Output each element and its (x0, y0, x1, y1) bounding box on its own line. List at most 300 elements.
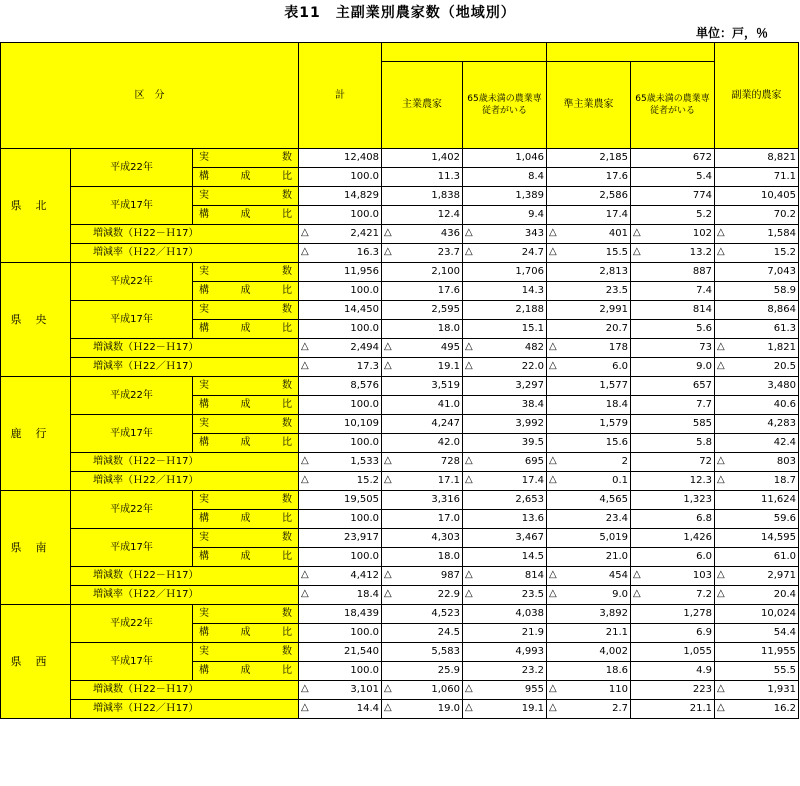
value-cell (382, 225, 463, 244)
value-text: 987 (440, 570, 460, 581)
triangle-mark: △ (465, 227, 473, 238)
value-cell: 1,389 (463, 187, 547, 206)
value-cell: 5.2 (631, 206, 715, 225)
value-cell: 7.4 (631, 282, 715, 301)
value-cell: 23.2 (463, 662, 547, 681)
table-row (1, 149, 799, 168)
value-cell: 15.6 (547, 434, 631, 453)
value-cell: 11.3 (382, 168, 463, 187)
value-text: 18.7 (773, 475, 796, 486)
value-cell (299, 681, 382, 700)
triangle-mark: △ (384, 360, 392, 371)
value-text: 1,584 (767, 228, 796, 239)
value-cell (631, 567, 715, 586)
value-cell: 42.4 (715, 434, 799, 453)
triangle-mark: △ (549, 360, 557, 371)
value-cell: 4.9 (631, 662, 715, 681)
value-cell (382, 586, 463, 605)
value-cell: 2,653 (463, 491, 547, 510)
row-label-kosei (193, 548, 299, 567)
triangle-mark: △ (384, 683, 392, 694)
triangle-mark: △ (717, 341, 725, 352)
triangle-mark: △ (549, 341, 557, 352)
row-label-kosei-text (193, 321, 298, 337)
value-cell: 100.0 (299, 282, 382, 301)
value-cell: 61.0 (715, 548, 799, 567)
row-label-jissu (193, 263, 299, 282)
label-char: 数 (282, 532, 292, 543)
region-name: 県央 (1, 263, 71, 377)
value-cell (382, 358, 463, 377)
value-cell: 61.3 (715, 320, 799, 339)
value-cell (715, 358, 799, 377)
value-cell (715, 700, 799, 719)
label-char: 比 (282, 323, 292, 334)
value-cell (715, 567, 799, 586)
label-char: 比 (282, 399, 292, 410)
label-char: 数 (282, 494, 292, 505)
row-label-jissu-text (193, 530, 298, 546)
region-name: 県西 (1, 605, 71, 719)
label-char: 実 (199, 266, 209, 277)
value-cell: 7,043 (715, 263, 799, 282)
value-cell: 11,955 (715, 643, 799, 662)
label-char: 比 (282, 627, 292, 638)
value-cell: 55.5 (715, 662, 799, 681)
triangle-mark: △ (717, 702, 725, 713)
value-cell: 5,019 (547, 529, 631, 548)
row-label-jissu-text (193, 302, 298, 318)
row-label-kosei-text (193, 283, 298, 299)
value-cell: 5.8 (631, 434, 715, 453)
triangle-mark: △ (633, 588, 641, 599)
value-text: 103 (692, 570, 712, 581)
triangle-mark: △ (717, 227, 725, 238)
label-char: 比 (282, 665, 292, 676)
row-label-jissu-text (193, 264, 298, 280)
value-cell: 20.7 (547, 320, 631, 339)
table-row (1, 301, 799, 320)
value-text: 15.5 (605, 247, 628, 258)
value-cell (299, 453, 382, 472)
year-label: 平成17年 (71, 415, 193, 453)
value-cell: 42.0 (382, 434, 463, 453)
value-cell: 21.1 (547, 624, 631, 643)
value-cell (463, 453, 547, 472)
value-text: 2,971 (767, 570, 796, 581)
label-char: 比 (282, 285, 292, 296)
value-cell: 41.0 (382, 396, 463, 415)
value-text: 401 (608, 228, 628, 239)
value-cell (631, 472, 715, 491)
row-label-kosei (193, 282, 299, 301)
value-cell: 17.4 (547, 206, 631, 225)
label-char: 数 (282, 152, 292, 163)
value-cell (299, 244, 382, 263)
value-cell: 17.6 (547, 168, 631, 187)
value-cell (382, 244, 463, 263)
table-row (1, 358, 799, 377)
value-cell (463, 358, 547, 377)
value-text: 2 (621, 456, 628, 467)
triangle-mark: △ (465, 569, 473, 580)
value-cell: 100.0 (299, 510, 382, 529)
value-cell (547, 453, 631, 472)
value-cell: 1,838 (382, 187, 463, 206)
value-cell (463, 586, 547, 605)
table-row (1, 187, 799, 206)
value-text: 15.2 (356, 475, 379, 486)
row-label-kosei-text (193, 625, 298, 641)
value-text: 19.1 (437, 361, 460, 372)
row-label-jissu-text (193, 644, 298, 660)
value-cell: 14,829 (299, 187, 382, 206)
value-cell (547, 586, 631, 605)
value-cell: 5,583 (382, 643, 463, 662)
value-cell: 11,624 (715, 491, 799, 510)
value-cell: 10,405 (715, 187, 799, 206)
value-cell: 39.5 (463, 434, 547, 453)
table-row (1, 415, 799, 434)
value-text: 73 (699, 342, 712, 353)
value-cell: 100.0 (299, 168, 382, 187)
value-cell: 2,991 (547, 301, 631, 320)
value-cell: 100.0 (299, 396, 382, 415)
value-cell (463, 339, 547, 358)
value-text: 23.5 (521, 589, 544, 600)
value-cell (382, 339, 463, 358)
value-cell: 14,450 (299, 301, 382, 320)
value-cell (547, 681, 631, 700)
value-cell (382, 453, 463, 472)
triangle-mark: △ (384, 455, 392, 466)
value-cell: 1,706 (463, 263, 547, 282)
row-label-jissu (193, 491, 299, 510)
value-cell: 17.6 (382, 282, 463, 301)
row-label-kosei-text (193, 169, 298, 185)
value-text: 0.1 (612, 475, 628, 486)
triangle-mark: △ (633, 246, 641, 257)
header-shugyo-group (382, 43, 547, 62)
value-cell: 4,303 (382, 529, 463, 548)
row-label-kosei (193, 510, 299, 529)
row-label-jissu-text (193, 150, 298, 166)
value-cell: 18.4 (547, 396, 631, 415)
value-cell (631, 453, 715, 472)
value-text: 6.0 (612, 361, 628, 372)
value-cell: 887 (631, 263, 715, 282)
value-text: 482 (524, 342, 544, 353)
row-label-kosei (193, 624, 299, 643)
triangle-mark: △ (717, 455, 725, 466)
value-cell: 3,467 (463, 529, 547, 548)
table-row (1, 529, 799, 548)
label-char: 成 (240, 323, 251, 334)
value-cell: 100.0 (299, 320, 382, 339)
value-cell (547, 567, 631, 586)
label-char: 成 (240, 399, 251, 410)
value-text: 19.0 (437, 703, 460, 714)
row-label-jissu (193, 377, 299, 396)
triangle-mark: △ (549, 455, 557, 466)
row-label-zogen_ritsu: 増減率（Ｈ22／Ｈ17） (71, 244, 299, 263)
value-text: 17.1 (437, 475, 460, 486)
table-row (1, 244, 799, 263)
triangle-mark: △ (384, 474, 392, 485)
value-text: 23.7 (437, 247, 460, 258)
value-text: 20.5 (773, 361, 796, 372)
label-char: 成 (240, 665, 251, 676)
label-char: 成 (240, 285, 251, 296)
label-char: 構 (199, 171, 209, 182)
row-label-zogen_su: 増減数（Ｈ22－Ｈ17） (71, 567, 299, 586)
row-label-jissu-text (193, 492, 298, 508)
value-cell: 6.0 (631, 548, 715, 567)
value-text: 24.7 (521, 247, 544, 258)
row-label-kosei-text (193, 663, 298, 679)
row-label-zogen_su: 増減数（Ｈ22－Ｈ17） (71, 225, 299, 244)
value-text: 1,931 (767, 684, 796, 695)
value-cell: 5.6 (631, 320, 715, 339)
value-text: 1,821 (767, 342, 796, 353)
triangle-mark: △ (549, 702, 557, 713)
label-char: 構 (199, 437, 209, 448)
value-cell: 1,426 (631, 529, 715, 548)
table-row (1, 605, 799, 624)
value-text: 19.1 (521, 703, 544, 714)
value-cell: 4,283 (715, 415, 799, 434)
value-cell: 4,002 (547, 643, 631, 662)
value-cell: 585 (631, 415, 715, 434)
value-cell: 12.4 (382, 206, 463, 225)
row-label-zogen_su: 増減数（Ｈ22－Ｈ17） (71, 339, 299, 358)
row-label-jissu (193, 605, 299, 624)
value-text: 15.2 (773, 247, 796, 258)
header-junshugyo-under65: 65歳未満の農業専従者がいる (631, 62, 715, 149)
label-char: 成 (240, 209, 251, 220)
label-char: 構 (199, 627, 209, 638)
label-char: 比 (282, 437, 292, 448)
triangle-mark: △ (301, 683, 309, 694)
triangle-mark: △ (717, 474, 725, 485)
row-label-kosei (193, 168, 299, 187)
value-cell: 3,316 (382, 491, 463, 510)
value-cell (299, 700, 382, 719)
value-text: 72 (699, 456, 712, 467)
value-cell: 1,046 (463, 149, 547, 168)
value-text: 454 (608, 570, 628, 581)
value-cell (715, 225, 799, 244)
table-row (1, 225, 799, 244)
value-cell: 18.0 (382, 320, 463, 339)
value-cell: 3,297 (463, 377, 547, 396)
label-char: 成 (240, 551, 251, 562)
triangle-mark: △ (717, 588, 725, 599)
table-row (1, 681, 799, 700)
year-label: 平成22年 (71, 605, 193, 643)
label-char: 比 (282, 171, 292, 182)
triangle-mark: △ (301, 360, 309, 371)
triangle-mark: △ (717, 683, 725, 694)
value-cell: 10,109 (299, 415, 382, 434)
row-label-zogen_ritsu: 増減率（Ｈ22／Ｈ17） (71, 700, 299, 719)
value-cell: 14.5 (463, 548, 547, 567)
value-text: 1,060 (431, 684, 460, 695)
year-label: 平成17年 (71, 529, 193, 567)
label-char: 比 (282, 551, 292, 562)
triangle-mark: △ (384, 246, 392, 257)
row-label-jissu (193, 643, 299, 662)
value-cell: 2,586 (547, 187, 631, 206)
value-cell (299, 472, 382, 491)
value-cell: 19,505 (299, 491, 382, 510)
value-cell (463, 681, 547, 700)
label-char: 構 (199, 209, 209, 220)
value-cell (715, 586, 799, 605)
unit-label: 単位：戸，％ (695, 26, 768, 40)
value-text: 14.4 (356, 703, 379, 714)
label-char: 実 (199, 190, 209, 201)
triangle-mark: △ (301, 702, 309, 713)
label-char: 数 (282, 266, 292, 277)
row-label-kosei (193, 396, 299, 415)
value-cell: 3,480 (715, 377, 799, 396)
value-cell (547, 472, 631, 491)
triangle-mark: △ (549, 569, 557, 580)
value-cell: 23.5 (547, 282, 631, 301)
value-cell (382, 700, 463, 719)
label-char: 実 (199, 418, 209, 429)
value-cell: 4,523 (382, 605, 463, 624)
label-char: 成 (240, 627, 251, 638)
row-label-jissu-text (193, 416, 298, 432)
year-label: 平成22年 (71, 263, 193, 301)
value-cell (631, 586, 715, 605)
value-cell: 15.1 (463, 320, 547, 339)
row-label-kosei (193, 662, 299, 681)
label-char: 構 (199, 399, 209, 410)
value-cell: 672 (631, 149, 715, 168)
value-cell (463, 567, 547, 586)
triangle-mark: △ (301, 569, 309, 580)
value-text: 21.1 (689, 703, 712, 714)
label-char: 実 (199, 532, 209, 543)
value-cell: 9.4 (463, 206, 547, 225)
region-name: 鹿行 (1, 377, 71, 491)
value-cell: 18.0 (382, 548, 463, 567)
value-cell: 1,577 (547, 377, 631, 396)
row-label-jissu (193, 301, 299, 320)
value-cell: 23,917 (299, 529, 382, 548)
value-cell: 12,408 (299, 149, 382, 168)
value-cell (547, 339, 631, 358)
value-cell: 70.2 (715, 206, 799, 225)
value-text: 9.0 (696, 361, 712, 372)
value-cell: 59.6 (715, 510, 799, 529)
value-cell: 1,055 (631, 643, 715, 662)
value-text: 728 (440, 456, 460, 467)
triangle-mark: △ (717, 360, 725, 371)
value-cell: 3,992 (463, 415, 547, 434)
label-char: 構 (199, 551, 209, 562)
value-cell: 21.9 (463, 624, 547, 643)
value-cell: 3,892 (547, 605, 631, 624)
triangle-mark: △ (549, 474, 557, 485)
row-label-zogen_su: 増減数（Ｈ22－Ｈ17） (71, 453, 299, 472)
value-cell (547, 244, 631, 263)
triangle-mark: △ (465, 341, 473, 352)
header-shugyo: 主業農家 (382, 62, 463, 149)
triangle-mark: △ (465, 474, 473, 485)
header-fukugyo: 副業的農家 (715, 43, 799, 149)
triangle-mark: △ (384, 569, 392, 580)
value-text: 695 (524, 456, 544, 467)
value-cell: 8,821 (715, 149, 799, 168)
triangle-mark: △ (301, 341, 309, 352)
row-label-jissu (193, 149, 299, 168)
value-text: 223 (692, 684, 712, 695)
value-text: 22.0 (521, 361, 544, 372)
value-cell: 657 (631, 377, 715, 396)
triangle-mark: △ (717, 246, 725, 257)
table-row (1, 491, 799, 510)
value-cell: 100.0 (299, 206, 382, 225)
value-cell: 100.0 (299, 434, 382, 453)
label-char: 数 (282, 646, 292, 657)
value-cell: 1,402 (382, 149, 463, 168)
region-name: 県南 (1, 491, 71, 605)
year-label: 平成22年 (71, 149, 193, 187)
label-char: 実 (199, 608, 209, 619)
value-cell: 18.6 (547, 662, 631, 681)
triangle-mark: △ (633, 227, 641, 238)
value-text: 102 (692, 228, 712, 239)
value-cell: 25.9 (382, 662, 463, 681)
value-cell: 4,247 (382, 415, 463, 434)
value-cell (382, 681, 463, 700)
value-cell (631, 358, 715, 377)
value-cell (463, 244, 547, 263)
value-cell: 24.5 (382, 624, 463, 643)
value-text: 18.4 (356, 589, 379, 600)
label-char: 構 (199, 285, 209, 296)
label-char: 成 (240, 437, 251, 448)
label-char: 構 (199, 665, 209, 676)
header-junshugyo: 準主業農家 (547, 62, 631, 149)
value-cell: 100.0 (299, 662, 382, 681)
label-char: 比 (282, 209, 292, 220)
triangle-mark: △ (465, 588, 473, 599)
label-char: 比 (282, 513, 292, 524)
value-cell (631, 681, 715, 700)
value-cell: 8.4 (463, 168, 547, 187)
header-total: 計 (299, 43, 382, 149)
label-char: 成 (240, 171, 251, 182)
triangle-mark: △ (717, 569, 725, 580)
row-label-kosei-text (193, 511, 298, 527)
value-text: 17.4 (521, 475, 544, 486)
value-cell: 8,864 (715, 301, 799, 320)
value-text: 17.3 (356, 361, 379, 372)
value-cell (631, 700, 715, 719)
value-cell: 54.4 (715, 624, 799, 643)
value-text: 110 (608, 684, 628, 695)
year-label: 平成17年 (71, 643, 193, 681)
row-label-jissu-text (193, 188, 298, 204)
value-cell: 11,956 (299, 263, 382, 282)
value-text: 4,412 (350, 570, 379, 581)
value-text: 7.2 (696, 589, 712, 600)
